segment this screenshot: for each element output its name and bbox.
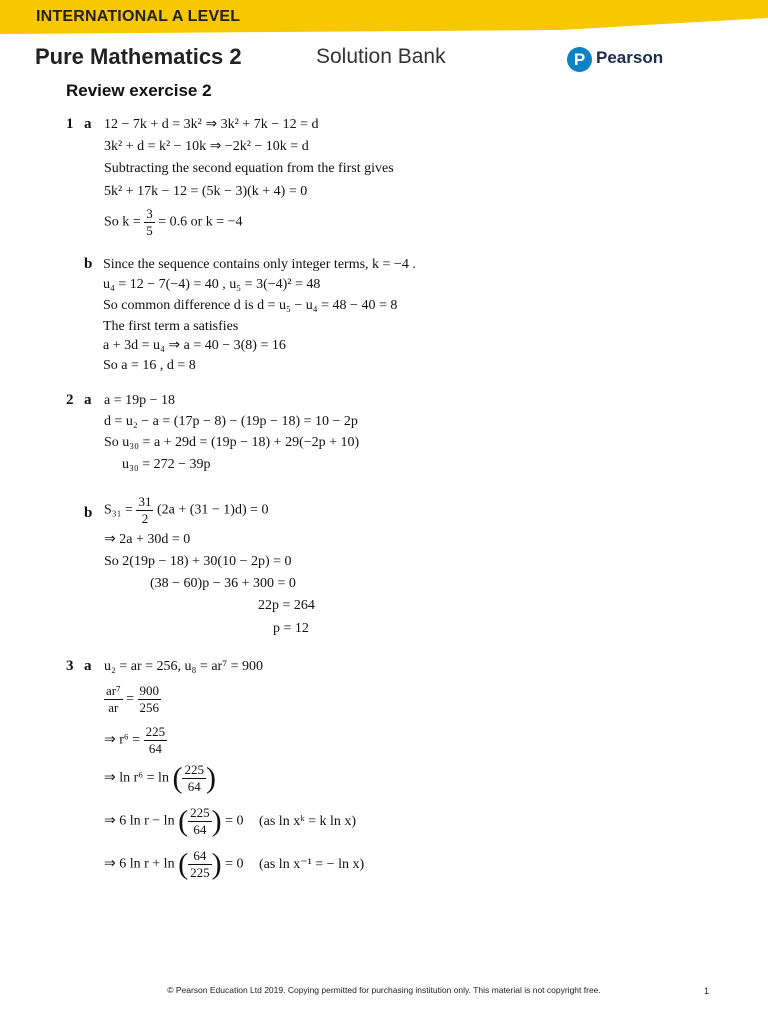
left-paren: ( [178,804,189,838]
q1a-line-1: 12 − 7k + d = 3k² ⇒ 3k² + 7k − 12 = d [104,117,319,132]
q3a-line-2-eq: = [126,691,135,707]
q3a-line-5-num: 225 [190,805,210,820]
header-banner [0,0,768,42]
banner-label: INTERNATIONAL A LEVEL [36,8,241,25]
q3a-line-5 [104,805,356,838]
q3a-line-3-pre: ⇒ r⁶ = [104,732,141,748]
question-3-number: 3 [66,658,74,674]
question-2a-label: a [84,392,92,408]
question-2b-label: b [84,505,93,521]
q2b-line-1 [104,494,269,527]
q1a-line-5 [104,206,243,239]
q2a-line-2: d = u₂ − a = (17p − 8) − (19p − 18) = 10 − 2p [104,414,358,429]
right-paren: ) [211,847,222,881]
q2b-fraction-num: 31 [138,494,152,509]
q1b-line-3: So common difference d is d = u₅ − u₄ = 48 − 40 = 8 [103,298,398,313]
q3a-line-6-post: = 0 [225,856,244,872]
q3a-line-6 [104,848,364,881]
q3a-lhs-num: ar⁷ [106,683,121,698]
q3a-line-5-post: = 0 [225,813,244,829]
page-subtitle: Solution Bank [316,45,446,68]
q3a-line-6-num: 64 [193,848,207,863]
question-2-number: 2 [66,392,74,408]
question-3a-label: a [84,658,92,674]
q3a-line-4 [104,762,216,795]
q3a-line-3 [104,724,167,757]
q2b-line-4: (38 − 60)p − 36 + 300 = 0 [150,576,296,591]
q3a-line-6-pre: ⇒ 6 ln r + ln [104,856,175,872]
q2a-line-4: u₃₀ = 272 − 39p [122,457,211,472]
page-title: Pure Mathematics 2 [35,44,242,69]
q2b-line-3: So 2(19p − 18) + 30(10 − 2p) = 0 [104,554,292,569]
q3a-lhs-den: ar [104,699,123,716]
q3a-line-6-den: 225 [190,865,210,880]
question-1a-label: a [84,116,92,132]
page-number: 1 [704,986,710,996]
q2b-line-1-post: (2a + (31 − 1)d) = 0 [156,502,269,518]
q1a-line-3: Subtracting the second equation from the first gives [104,161,394,176]
q3a-line-6-fraction [188,848,212,881]
q1a-line-5-post: = 0.6 or k = −4 [158,214,243,230]
question-1-number: 1 [66,116,74,132]
q3a-line-4-den: 64 [182,778,206,795]
q1a-fraction-den: 5 [146,223,153,238]
q3a-line-5-pre: ⇒ 6 ln r − ln [104,813,175,829]
q3a-lhs-fraction [104,683,123,716]
q1b-line-2: u₄ = 12 − 7(−4) = 40 , u₅ = 3(−4)² = 48 [103,277,321,292]
q1a-line-2: 3k² + d = k² − 10k ⇒ −2k² − 10k = d [104,139,309,154]
q3a-line-5-note: (as ln xᵏ = k ln x) [258,813,357,829]
q1a-line-5-pre: So k = [104,214,141,230]
q3a-line-5-fraction [188,805,212,838]
q1b-line-5: a + 3d = u₄ ⇒ a = 40 − 3(8) = 16 [103,338,286,353]
pearson-logo-text: Pearson [596,48,664,67]
right-paren: ) [205,761,216,795]
q3a-rhs-fraction [138,683,162,716]
copyright-footer: © Pearson Education Ltd 2019. Copying permitted for purchasing institution only. This material is not copyright free. [167,985,601,995]
q1a-fraction [144,206,155,239]
q3a-line-3-den: 64 [144,740,168,757]
q3a-line-6-note: (as ln x⁻¹ = − ln x) [258,856,365,872]
q3a-line-4-fraction [182,762,206,795]
section-title: Review exercise 2 [66,81,212,100]
q1b-line-4: The first term a satisfies [103,319,239,334]
q2b-line-2: ⇒ 2a + 30d = 0 [104,532,191,547]
q2b-fraction-den: 2 [136,510,153,527]
q3a-line-1: u₂ = ar = 256, u₈ = ar⁷ = 900 [104,659,263,674]
left-paren: ( [178,847,189,881]
q2b-fraction [136,494,153,527]
q3a-rhs-num: 900 [139,683,160,698]
q2a-line-3: So u₃₀ = a + 29d = (19p − 18) + 29(−2p + 10) [104,435,360,450]
pearson-logo-icon: P [567,47,592,72]
q1b-line-6: So a = 16 , d = 8 [103,358,196,373]
q2a-line-1: a = 19p − 18 [104,393,176,408]
right-paren: ) [211,804,222,838]
q2b-line-5: 22p = 264 [258,598,315,613]
q3a-line-3-fraction [144,724,168,757]
q2b-line-1-pre: S₃₁ = [104,502,133,518]
left-paren: ( [172,761,183,795]
q3a-line-4-pre: ⇒ ln r⁶ = ln [104,770,169,786]
q3a-rhs-den: 256 [139,700,160,715]
question-1b-label: b [84,256,93,272]
q3a-line-3-num: 225 [145,724,166,739]
q3a-line-5-den: 64 [188,821,212,838]
q1a-fraction-num: 3 [146,206,153,221]
q3a-line-4-num: 225 [184,762,204,777]
q1b-line-1: Since the sequence contains only integer terms, k = −4 . [103,257,416,272]
q2b-line-6: p = 12 [273,621,309,636]
q3a-line-2 [104,683,161,716]
q1a-line-4: 5k² + 17k − 12 = (5k − 3)(k + 4) = 0 [104,184,308,199]
